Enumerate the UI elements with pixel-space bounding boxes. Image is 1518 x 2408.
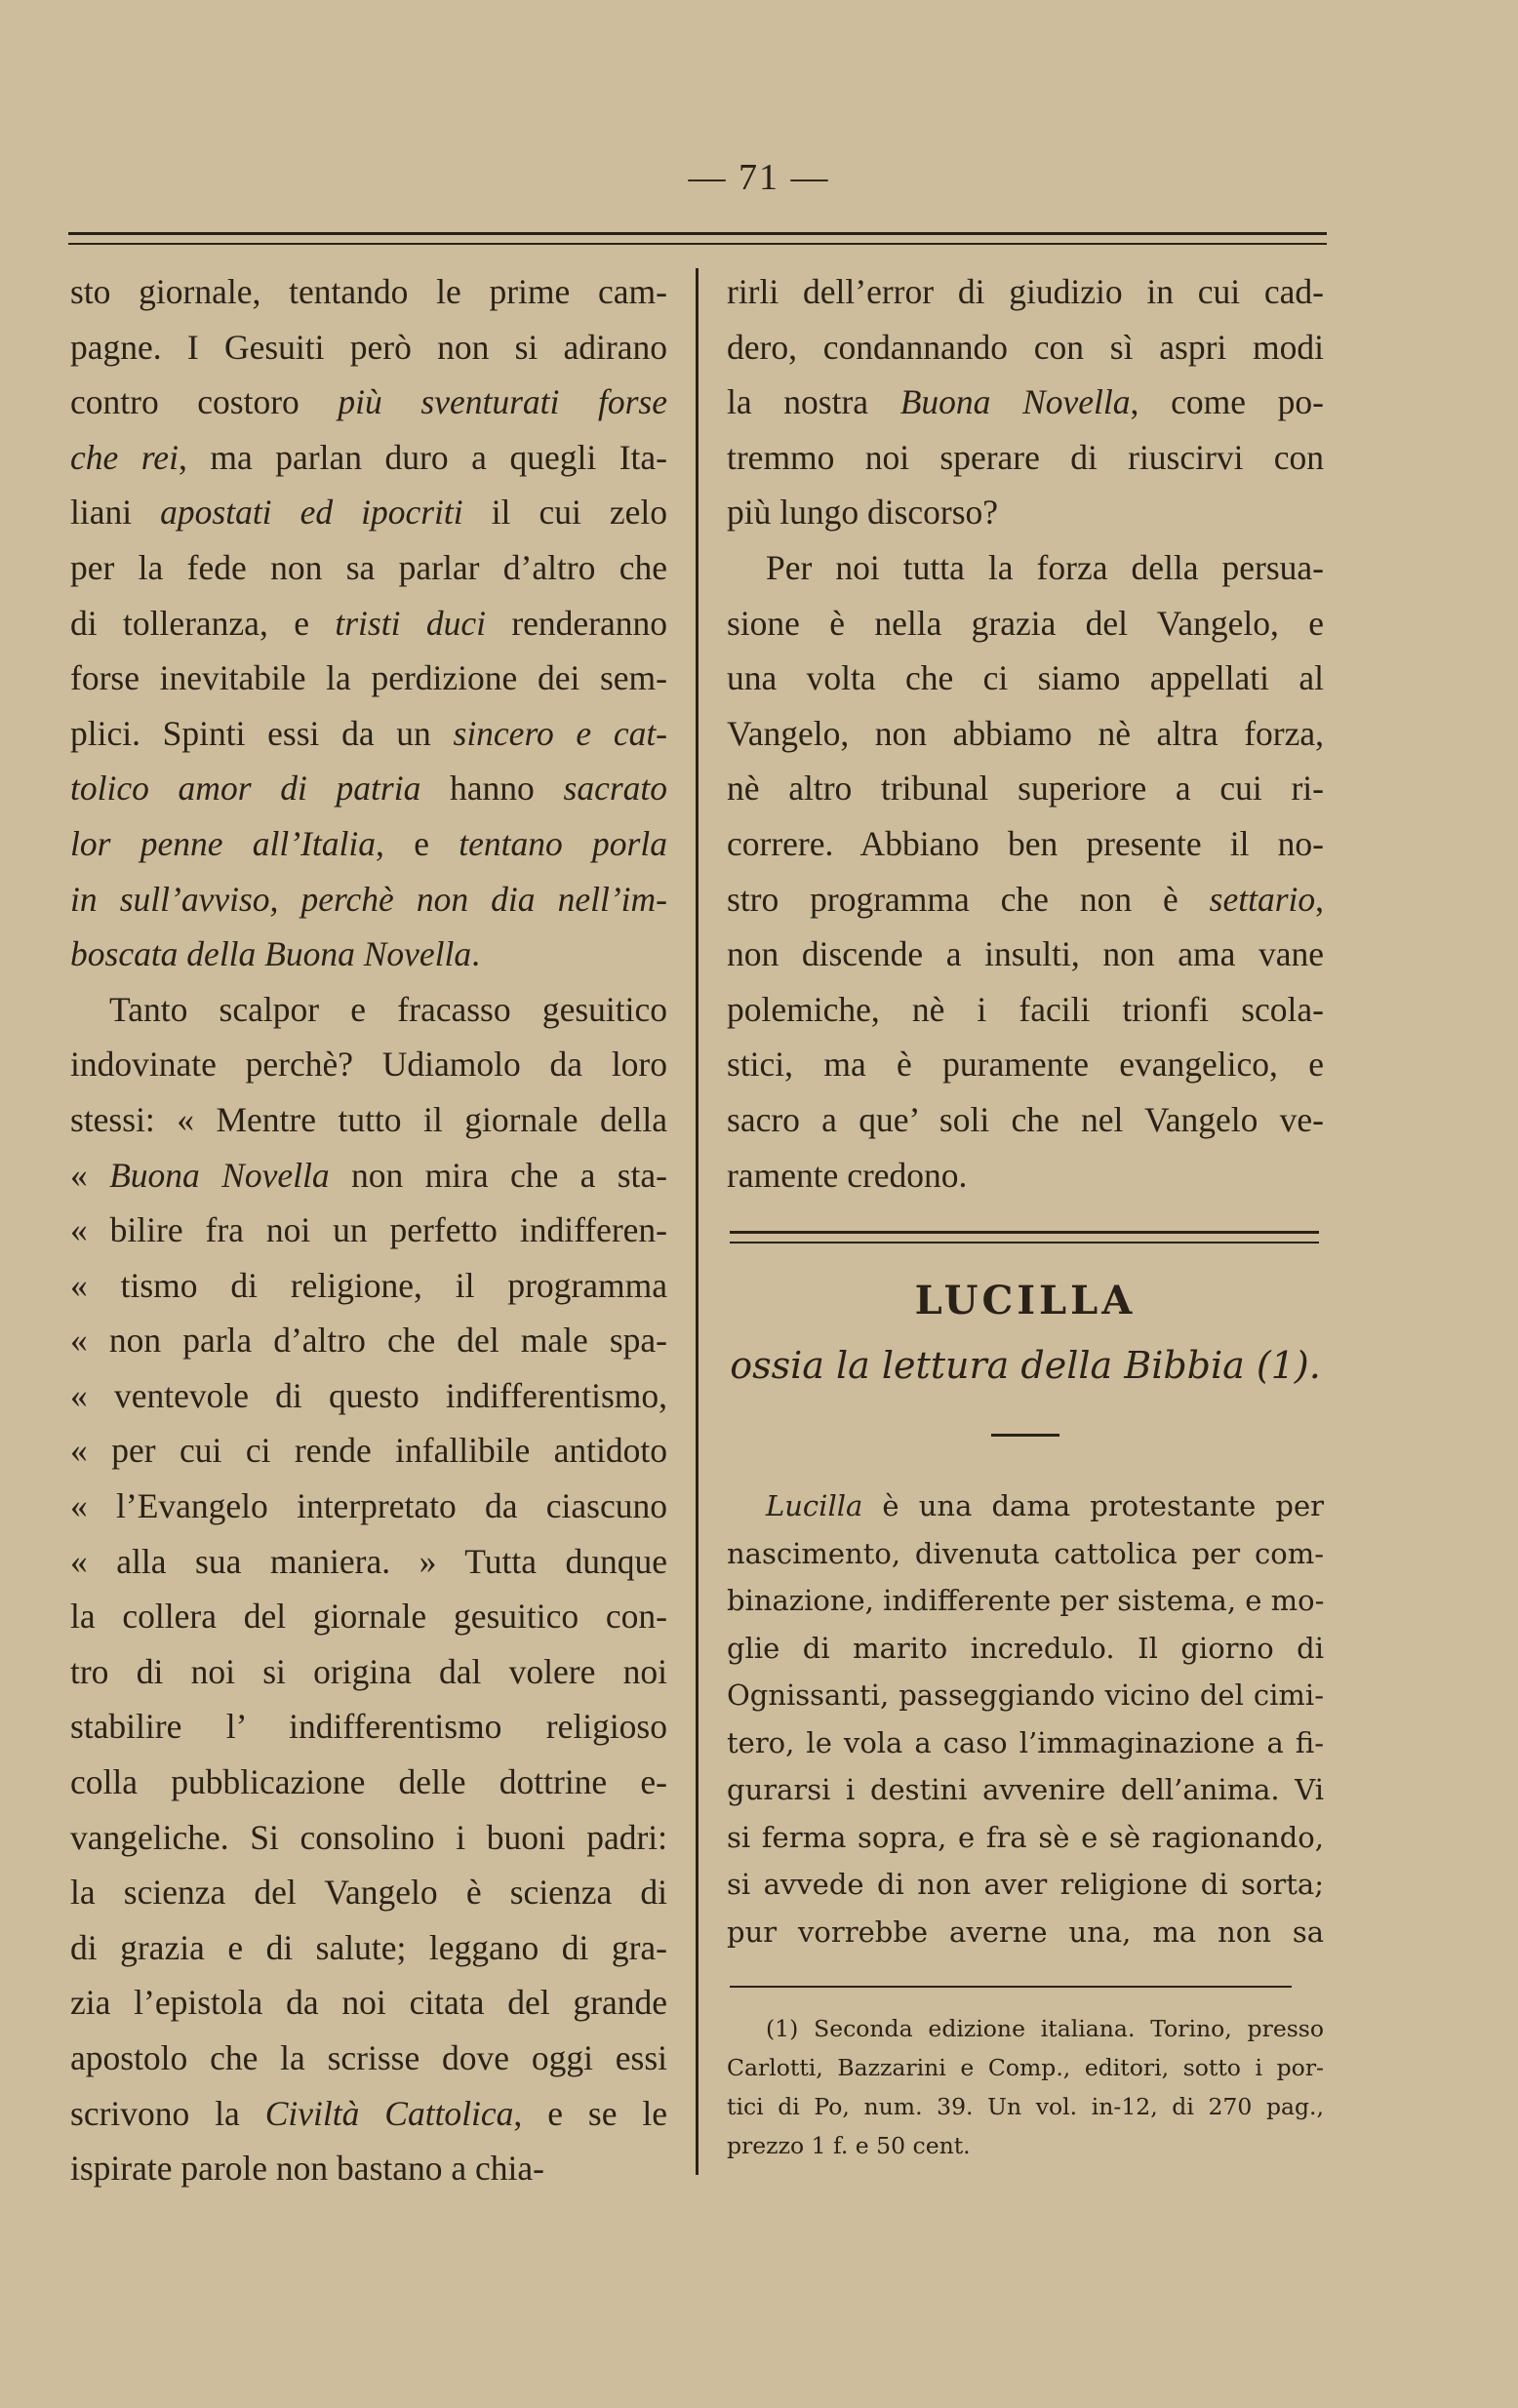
text-line: boscata della Buona Novella.	[70, 934, 481, 974]
text-line: tici di Po, num. 39. Un vol. in-12, di 270 pag.,	[727, 2093, 1324, 2120]
text-line: (1) Seconda edizione italiana. Torino, presso	[766, 2015, 1324, 2042]
text-line: « tismo di religione, il programma	[70, 1265, 667, 1305]
text-line: sto giornale, tentando le prime cam-	[70, 272, 667, 311]
text-line: pur vorrebbe averne una, ma non sa	[727, 1915, 1324, 1949]
text-line: Carlotti, Bazzarini e Comp., editori, sotto i por-	[727, 2054, 1324, 2081]
text-line: binazione, indifferente per sistema, e mo-	[727, 1584, 1325, 1617]
text-line: la collera del giornale gesuitico con-	[70, 1597, 667, 1637]
text-line: Ognissanti, passeggiando vicino del cimi-	[727, 1678, 1324, 1712]
text-line: correre. Abbiano ben presente il no-	[727, 823, 1324, 863]
header-rule	[68, 232, 1327, 245]
text-line: prezzo 1 f. e 50 cent.	[727, 2132, 971, 2159]
text-line: sacro a que’ soli che nel Vangelo ve-	[727, 1099, 1324, 1139]
right-column	[727, 264, 1324, 1203]
text-line: per la fede non sa parlar d’altro che	[70, 547, 667, 587]
text-line: nè altro tribunal superiore a cui ri-	[727, 769, 1324, 809]
text-line: una volta che ci siamo appellati al	[727, 658, 1324, 698]
footnote-rule	[730, 1986, 1292, 1988]
text-line: più lungo discorso?	[727, 493, 999, 533]
text-line: Tanto scalpor e fracasso gesuitico	[109, 989, 667, 1029]
text-line: forse inevitabile la perdizione dei sem-	[70, 658, 667, 698]
footnote	[727, 2009, 1324, 2165]
text-line: Vangelo, non abbiamo nè altra forza,	[727, 713, 1324, 753]
text-line: la scienza del Vangelo è scienza di	[70, 1873, 667, 1913]
text-line: rirli dell’error di giudizio in cui cad-	[727, 272, 1324, 311]
text-line: che rei, ma parlan duro a quegli Ita-	[70, 437, 667, 477]
text-line: vangeliche. Si consolino i buoni padri:	[70, 1817, 667, 1857]
text-line: glie di marito incredulo. Il giorno di	[727, 1631, 1324, 1665]
text-line: « alla sua maniera. » Tutta dunque	[70, 1541, 667, 1581]
text-line: si avvede di non aver religione di sorta;	[727, 1868, 1324, 1901]
text-line: Lucilla è una dama protestante per	[766, 1489, 1324, 1522]
text-line: « bilire fra noi un perfetto indifferen-	[70, 1210, 667, 1250]
text-line: apostolo che la scrisse dove oggi essi	[70, 2038, 667, 2077]
text-line: sione è nella grazia del Vangelo, e	[727, 603, 1324, 643]
text-line: colla pubblicazione delle dottrine e-	[70, 1762, 667, 1802]
text-line: « ventevole di questo indifferentismo,	[70, 1375, 667, 1415]
left-column	[70, 264, 667, 2196]
text-line: ramente credono.	[727, 1155, 968, 1195]
text-line: lor penne all’Italia, e tentano porla	[70, 823, 667, 863]
text-line: « non parla d’altro che del male spa-	[70, 1321, 667, 1361]
text-line: tremmo noi sperare di riuscirvi con	[727, 437, 1324, 477]
text-line: di grazia e di salute; leggano di gra-	[70, 1927, 667, 1967]
page-number: — 71 —	[688, 157, 830, 198]
text-line: di tolleranza, e tristi duci renderanno	[70, 603, 668, 643]
text-line: zia l’epistola da noi citata del grande	[70, 1983, 667, 2023]
text-line: pagne. I Gesuiti però non si adirano	[70, 327, 667, 367]
text-line: contro costoro più sventurati forse	[70, 382, 667, 422]
text-line: scrivono la Civiltà Cattolica, e se le	[70, 2093, 667, 2133]
text-line: gurarsi i destini avvenire dell’anima. Vi	[727, 1773, 1324, 1806]
text-line: si ferma sopra, e fra sè e sè ragionando,	[727, 1820, 1324, 1854]
text-line: in sull’avviso, perchè non dia nell’im-	[70, 879, 667, 919]
title-separator	[991, 1434, 1059, 1437]
text-line: tolico amor di patria hanno sacrato	[70, 769, 667, 809]
text-line: non discende a insulti, non ama vane	[727, 934, 1324, 974]
text-line: « l’Evangelo interpretato da ciascuno	[70, 1486, 667, 1526]
text-line: liani apostati ed ipocriti il cui zelo	[70, 493, 667, 533]
section-body	[727, 1482, 1324, 1955]
text-line: la nostra Buona Novella, come po-	[727, 382, 1324, 422]
column-divider	[696, 268, 699, 2175]
section-subtitle: ossia la lettura della Bibbia (1).	[730, 1344, 1321, 1387]
text-line: « Buona Novella non mira che a sta-	[70, 1155, 667, 1195]
text-line: polemiche, nè i facili trionfi scola-	[727, 989, 1324, 1029]
text-line: indovinate perchè? Udiamolo da loro	[70, 1045, 667, 1085]
text-line: stabilire l’ indifferentismo religioso	[70, 1707, 667, 1747]
section-title: LUCILLA	[914, 1278, 1137, 1323]
text-line: tero, le vola a caso l’immaginazione a fi-	[727, 1725, 1324, 1759]
text-line: stici, ma è puramente evangelico, e	[727, 1045, 1324, 1085]
text-line: Per noi tutta la forza della persua-	[766, 547, 1324, 587]
text-line: tro di noi si origina dal volere noi	[70, 1651, 667, 1691]
text-line: plici. Spinti essi da un sincero e cat-	[70, 713, 668, 753]
text-line: stessi: « Mentre tutto il giornale della	[70, 1099, 667, 1139]
text-line: nascimento, divenuta cattolica per com-	[727, 1536, 1324, 1570]
text-line: ispirate parole non bastano a chia-	[70, 2149, 544, 2189]
text-line: stro programma che non è settario,	[727, 879, 1324, 919]
section-rule	[730, 1231, 1319, 1243]
text-line: « per cui ci rende infallibile antidoto	[70, 1431, 667, 1471]
text-line: dero, condannando con sì aspri modi	[727, 327, 1324, 367]
